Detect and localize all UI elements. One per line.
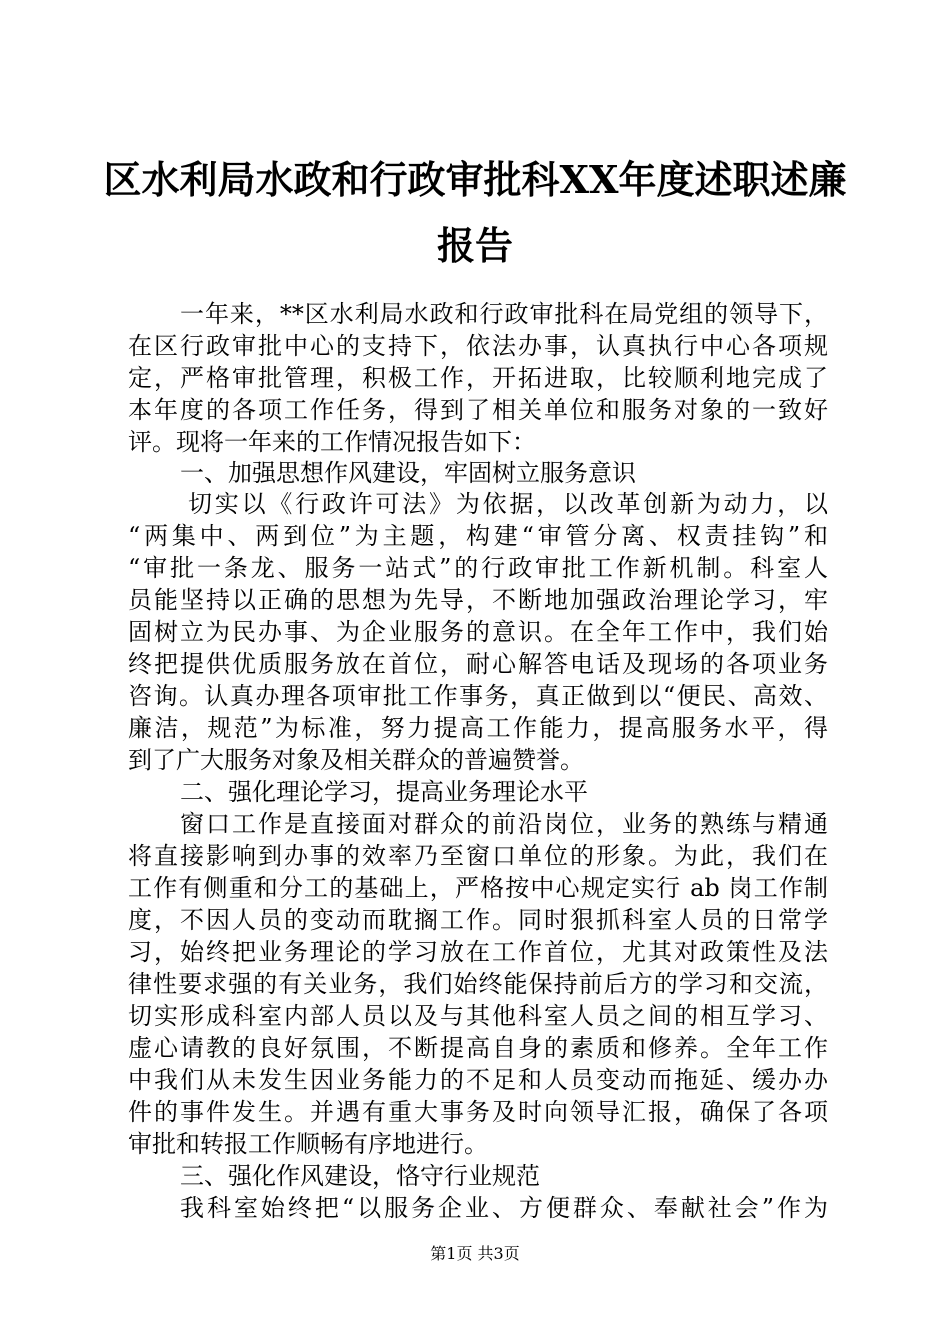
body-line: 固树立为民办事、为企业服务的意识。在全年工作中，我们始 xyxy=(128,618,828,646)
body-line: 虚心请教的良好氛围，不断提高自身的素质和修养。全年工作 xyxy=(128,1034,828,1062)
section-heading: 一、加强思想作风建设，牢固树立服务意识 xyxy=(180,459,636,487)
body-line: 本年度的各项工作任务，得到了相关单位和服务对象的一致好 xyxy=(128,396,828,424)
body-line: 中我们从未发生因业务能力的不足和人员变动而拖延、缓办办 xyxy=(128,1066,828,1094)
body-line: 咨询。认真办理各项审批工作事务，真正做到以“便民、高效、 xyxy=(128,682,828,710)
document-title-line-2: 报告 xyxy=(436,223,513,268)
body-line: 评。现将一年来的工作情况报告如下： xyxy=(128,428,536,456)
body-line: 一年来，**区水利局水政和行政审批科在局党组的领导下， xyxy=(180,300,828,328)
body-line: 定，严格审批管理，积极工作，开拓进取，比较顺利地完成了 xyxy=(128,364,828,392)
body-line: 审批和转报工作顺畅有序地进行。 xyxy=(128,1130,488,1158)
body-line: 件的事件发生。并遇有重大事务及时向领导汇报，确保了各项 xyxy=(128,1098,828,1126)
body-line: 我科室始终把“以服务企业、方便群众、奉献社会”作为 xyxy=(180,1194,828,1222)
document-title-line-1: 区水利局水政和行政审批科XX年度述职述廉 xyxy=(103,157,847,202)
body-line: “两集中、两到位”为主题，构建“审管分离、权责挂钩”和 xyxy=(128,522,828,550)
body-line: 廉洁，规范”为标准，努力提高工作能力，提高服务水平，得 xyxy=(128,714,828,742)
body-line: “审批一条龙、服务一站式”的行政审批工作新机制。科室人 xyxy=(128,554,828,582)
body-line: 员能坚持以正确的思想为先导，不断地加强政治理论学习，牢 xyxy=(128,586,828,614)
body-line: 律性要求强的有关业务，我们始终能保持前后方的学习和交流， xyxy=(128,970,828,998)
body-line: 切实以《行政许可法》为依据，以改革创新为动力，以 xyxy=(188,490,828,518)
body-line: 习，始终把业务理论的学习放在工作首位，尤其对政策性及法 xyxy=(128,938,828,966)
body-line: 工作有侧重和分工的基础上，严格按中心规定实行 ab 岗工作制 xyxy=(128,874,828,902)
body-line: 在区行政审批中心的支持下，依法办事，认真执行中心各项规 xyxy=(128,332,828,360)
body-line: 切实形成科室内部人员以及与其他科室人员之间的相互学习、 xyxy=(128,1002,828,1030)
body-line: 度，不因人员的变动而耽搁工作。同时狠抓科室人员的日常学 xyxy=(128,906,828,934)
body-line: 终把提供优质服务放在首位，耐心解答电话及现场的各项业务 xyxy=(128,650,828,678)
body-line: 窗口工作是直接面对群众的前沿岗位，业务的熟练与精通 xyxy=(180,810,828,838)
section-heading: 二、强化理论学习，提高业务理论水平 xyxy=(180,778,588,806)
page-footer: 第1页 共3页 xyxy=(430,1244,520,1263)
body-line: 将直接影响到办事的效率乃至窗口单位的形象。为此，我们在 xyxy=(128,842,828,870)
body-line: 到了广大服务对象及相关群众的普遍赞誉。 xyxy=(128,746,584,774)
section-heading: 三、强化作风建设，恪守行业规范 xyxy=(180,1162,540,1190)
